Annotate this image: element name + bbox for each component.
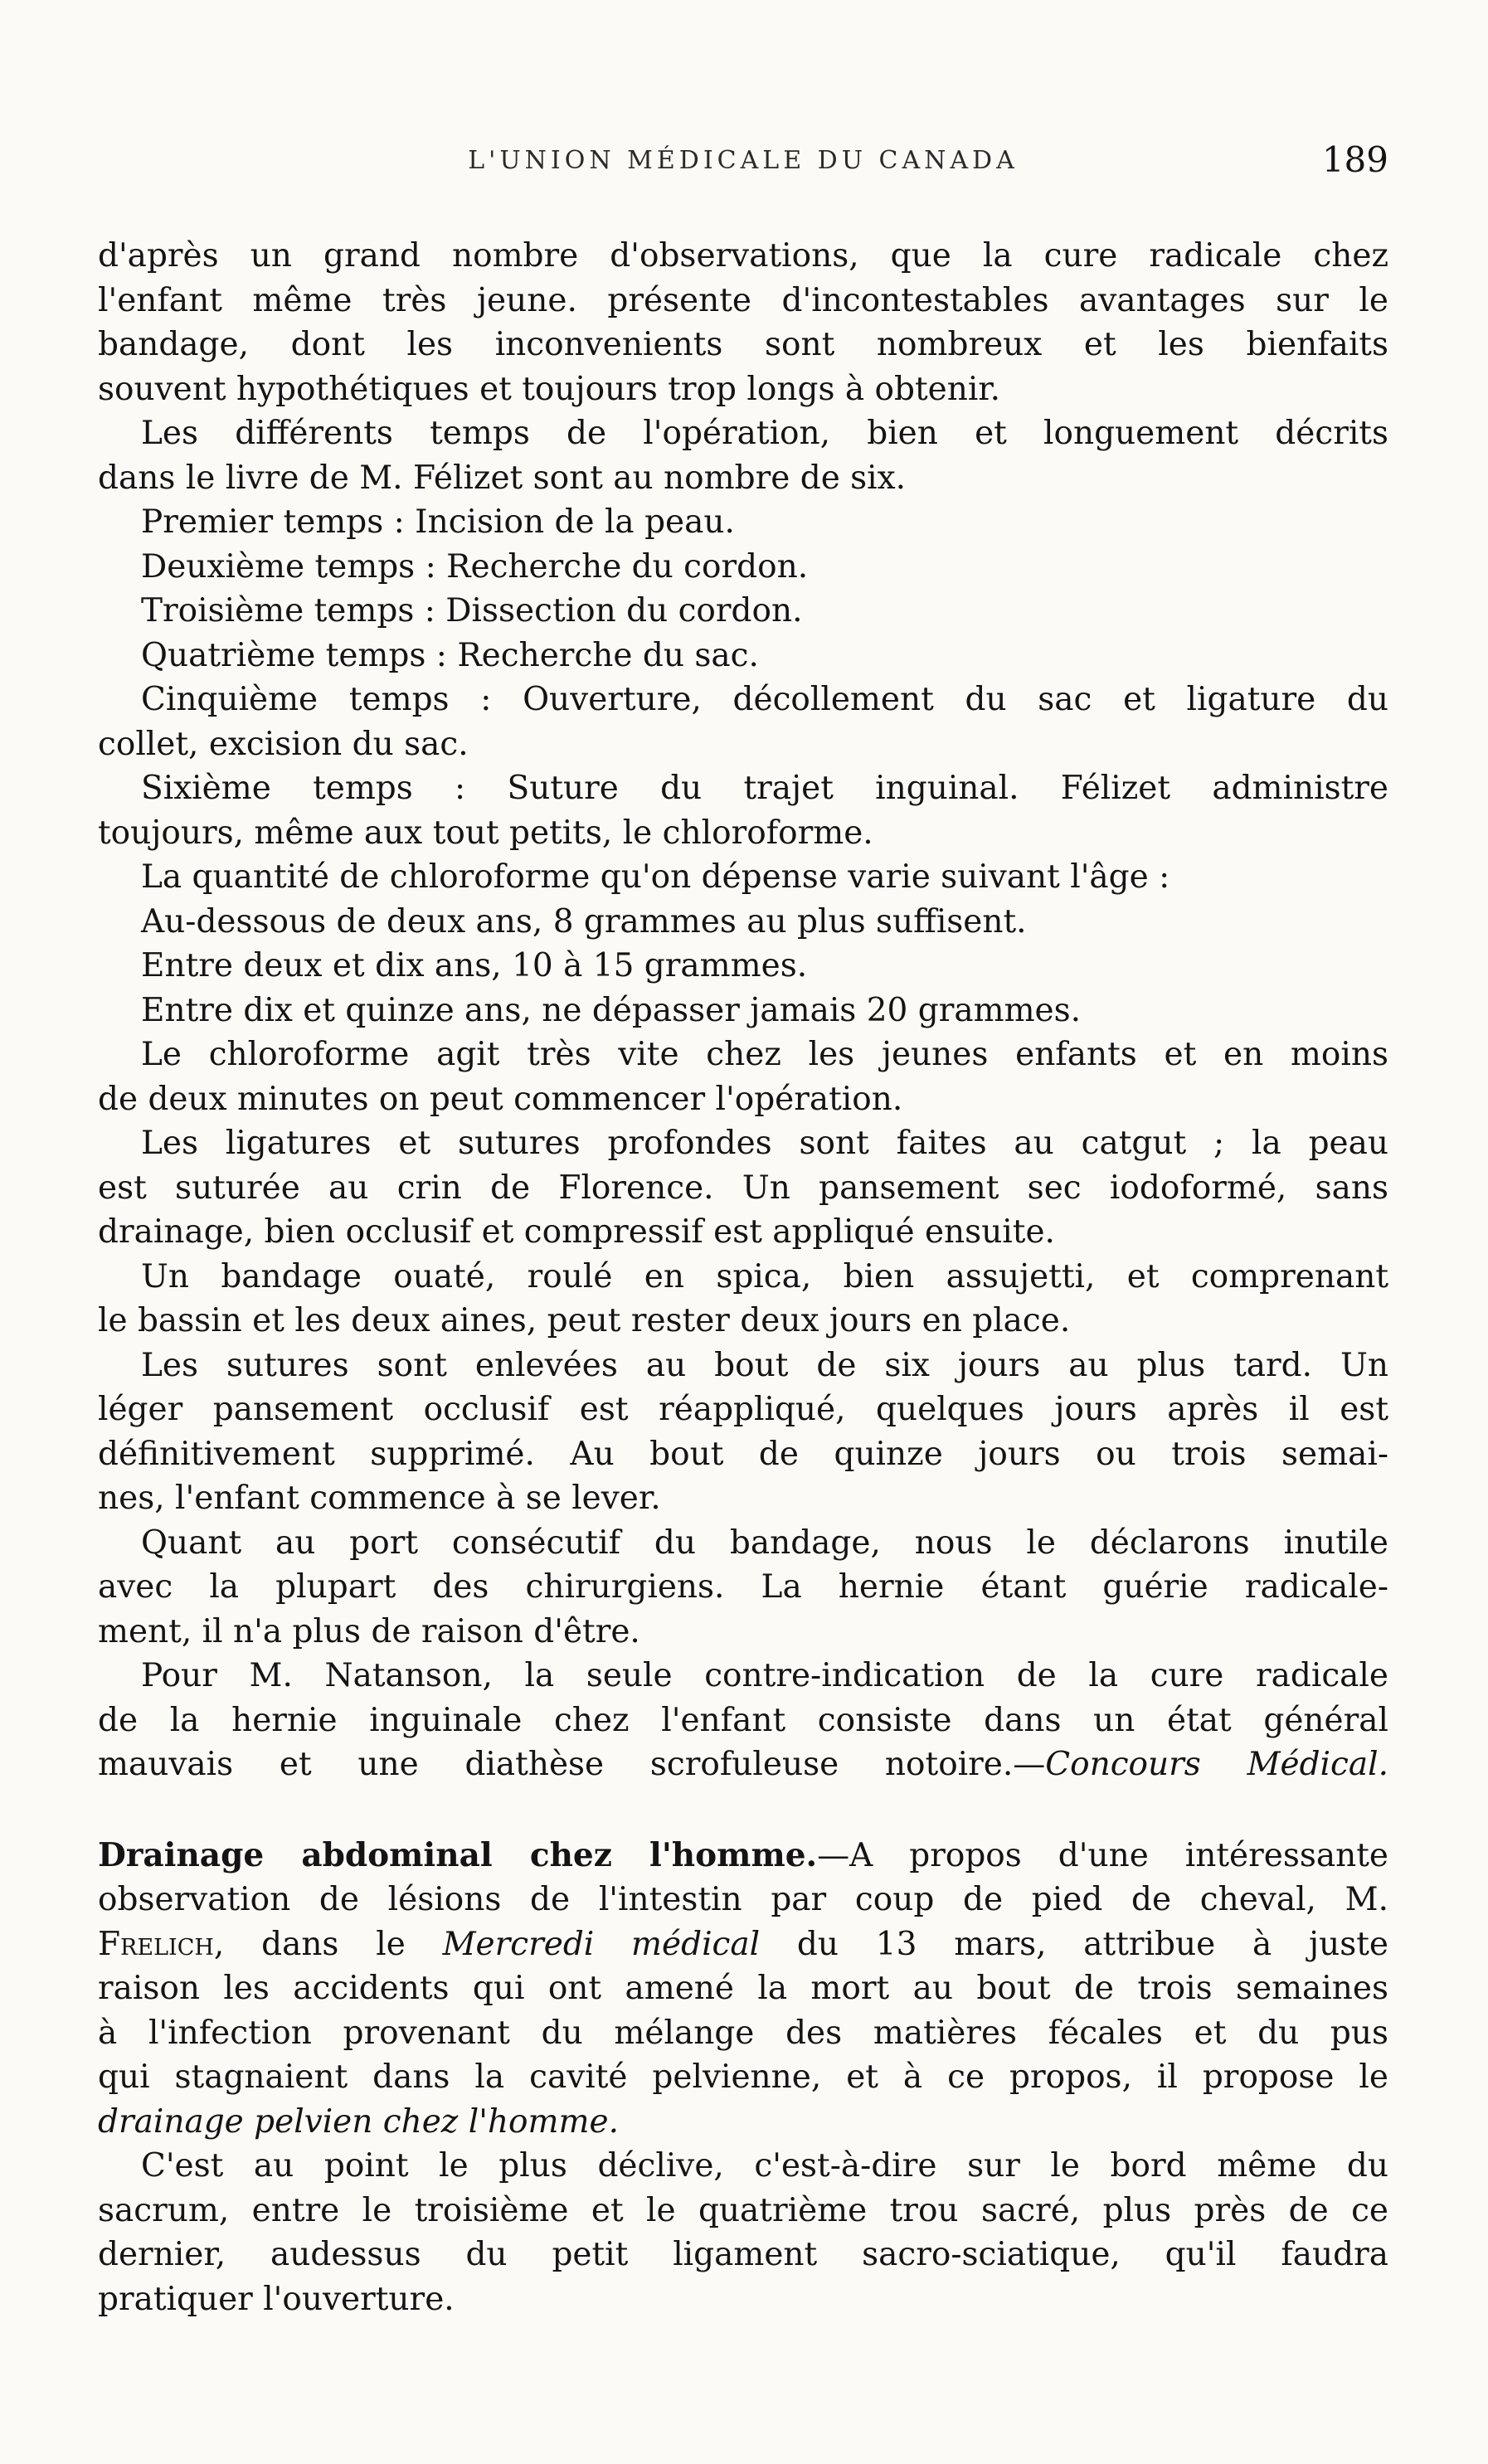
text-line: collet, excision du sac. xyxy=(98,725,469,763)
text-line: souvent hypothétiques et toujours trop longs à obtenir. xyxy=(98,370,1001,408)
text-fragment: du 13 mars, attribue à juste xyxy=(760,1925,1388,1963)
text-line xyxy=(98,1922,1388,1967)
page-number: 189 xyxy=(1321,139,1388,180)
text-line: bandage, dont les inconvenients sont nombreux et les bienfaits xyxy=(98,326,1388,363)
author-name: Frelich xyxy=(98,1925,214,1963)
text-line: pratiquer l'ouverture. xyxy=(98,2280,455,2318)
text-line: observation de lésions de l'intestin par coup de pied de cheval, M. xyxy=(98,1881,1388,1918)
text-line: l'enfant même très jeune. présente d'incontestables avantages sur le xyxy=(98,281,1388,319)
page-header xyxy=(98,139,1388,187)
text-line: Entre dix et quinze ans, ne dépasser jamais 20 grammes. xyxy=(141,991,1082,1029)
section-hernia-operation xyxy=(98,234,1388,1787)
text-line: à l'infection provenant du mélange des matières fécales et du pus xyxy=(98,2014,1388,2052)
journal-name: Mercredi médical xyxy=(442,1925,761,1963)
running-title: L'UNION MÉDICALE DU CANADA xyxy=(468,146,1019,175)
text-line: Au-dessous de deux ans, 8 grammes au plus suffisent. xyxy=(141,902,1027,940)
text-line: Deuxième temps : Recherche du cordon. xyxy=(141,547,809,586)
text-line: Cinquième temps : Ouverture, décollement du sac et ligature du xyxy=(141,681,1388,718)
text-line xyxy=(98,1834,1388,1878)
text-line: C'est au point le plus déclive, c'est-à-dire sur le bord même du xyxy=(141,2147,1388,2185)
text-line: de deux minutes on peut commencer l'opération. xyxy=(98,1080,903,1118)
text-fragment: mauvais et une diathèse scrofuleuse notoire.— xyxy=(98,1746,1046,1783)
text-line: est suturée au crin de Florence. Un pansement sec iodoformé, sans xyxy=(98,1169,1388,1207)
text-line: Pour M. Natanson, la seule contre-indication de la cure radicale xyxy=(141,1657,1388,1694)
section-drainage-abdominal xyxy=(98,1834,1388,2322)
text-line: dans le livre de M. Félizet sont au nombre de six. xyxy=(98,459,907,497)
text-line: Quant au port consécutif du bandage, nous le déclarons inutile xyxy=(141,1524,1388,1562)
text-line: Quatrième temps : Recherche du sac. xyxy=(141,636,759,674)
text-line: drainage, bien occlusif et compressif est appliqué ensuite. xyxy=(98,1213,1055,1251)
text-line: Les ligatures et sutures profondes sont faites au catgut ; la peau xyxy=(141,1125,1388,1162)
text-line: léger pansement occlusif est réappliqué, quelques jours après il est xyxy=(98,1391,1388,1428)
text-line: La quantité de chloroforme qu'on dépense varie suivant l'âge : xyxy=(141,858,1170,896)
text-line: toujours, même aux tout petits, le chloroforme. xyxy=(98,814,873,852)
text-line: avec la plupart des chirurgiens. La hernie étant guérie radicale- xyxy=(98,1568,1388,1606)
text-line: qui stagnaient dans la cavité pelvienne, et à ce propos, il propose le xyxy=(98,2058,1388,2096)
text-fragment: —A propos d'une intéressante xyxy=(817,1836,1388,1874)
page-body xyxy=(98,234,1388,2321)
text-line: de la hernie inguinale chez l'enfant consiste dans un état général xyxy=(98,1701,1388,1739)
text-line: Premier temps : Incision de la peau. xyxy=(141,503,735,541)
text-line: Les sutures sont enlevées au bout de six jours au plus tard. Un xyxy=(141,1346,1388,1384)
text-line: dernier, audessus du petit ligament sacro-sciatique, qu'il faudra xyxy=(98,2236,1388,2273)
text-fragment: , dans le xyxy=(213,1925,443,1963)
text-line: Sixième temps : Suture du trajet inguinal. Félizet administre xyxy=(141,770,1388,807)
text-line: Un bandage ouaté, roulé en spica, bien assujetti, et comprenant xyxy=(141,1257,1388,1295)
section-title: Drainage abdominal chez l'homme. xyxy=(98,1835,818,1874)
text-line: Les différents temps de l'opération, bien et longuement décrits xyxy=(141,415,1388,452)
text-line: drainage pelvien chez l'homme. xyxy=(98,2102,619,2141)
text-line: Le chloroforme agit très vite chez les jeunes enfants et en moins xyxy=(141,1036,1388,1073)
text-line: Entre deux et dix ans, 10 à 15 grammes. xyxy=(141,947,808,984)
source-citation: Concours Médical. xyxy=(1045,1746,1388,1783)
text-line-with-source xyxy=(98,1742,1388,1787)
section-gap xyxy=(98,1787,1388,1834)
text-line: ment, il n'a plus de raison d'être. xyxy=(98,1612,640,1650)
text-line: nes, l'enfant commence à se lever. xyxy=(98,1480,661,1517)
text-line: sacrum, entre le troisième et le quatrième trou sacré, plus près de ce xyxy=(98,2191,1388,2229)
text-line: d'après un grand nombre d'observations, que la cure radicale chez xyxy=(98,237,1388,275)
text-line: le bassin et les deux aines, peut rester deux jours en place. xyxy=(98,1302,1071,1339)
text-line: Troisième temps : Dissection du cordon. xyxy=(141,592,803,629)
text-line: raison les accidents qui ont amené la mort au bout de trois semaines xyxy=(98,1970,1388,2007)
text-line: définitivement supprimé. Au bout de quinze jours ou trois semai- xyxy=(98,1435,1388,1473)
